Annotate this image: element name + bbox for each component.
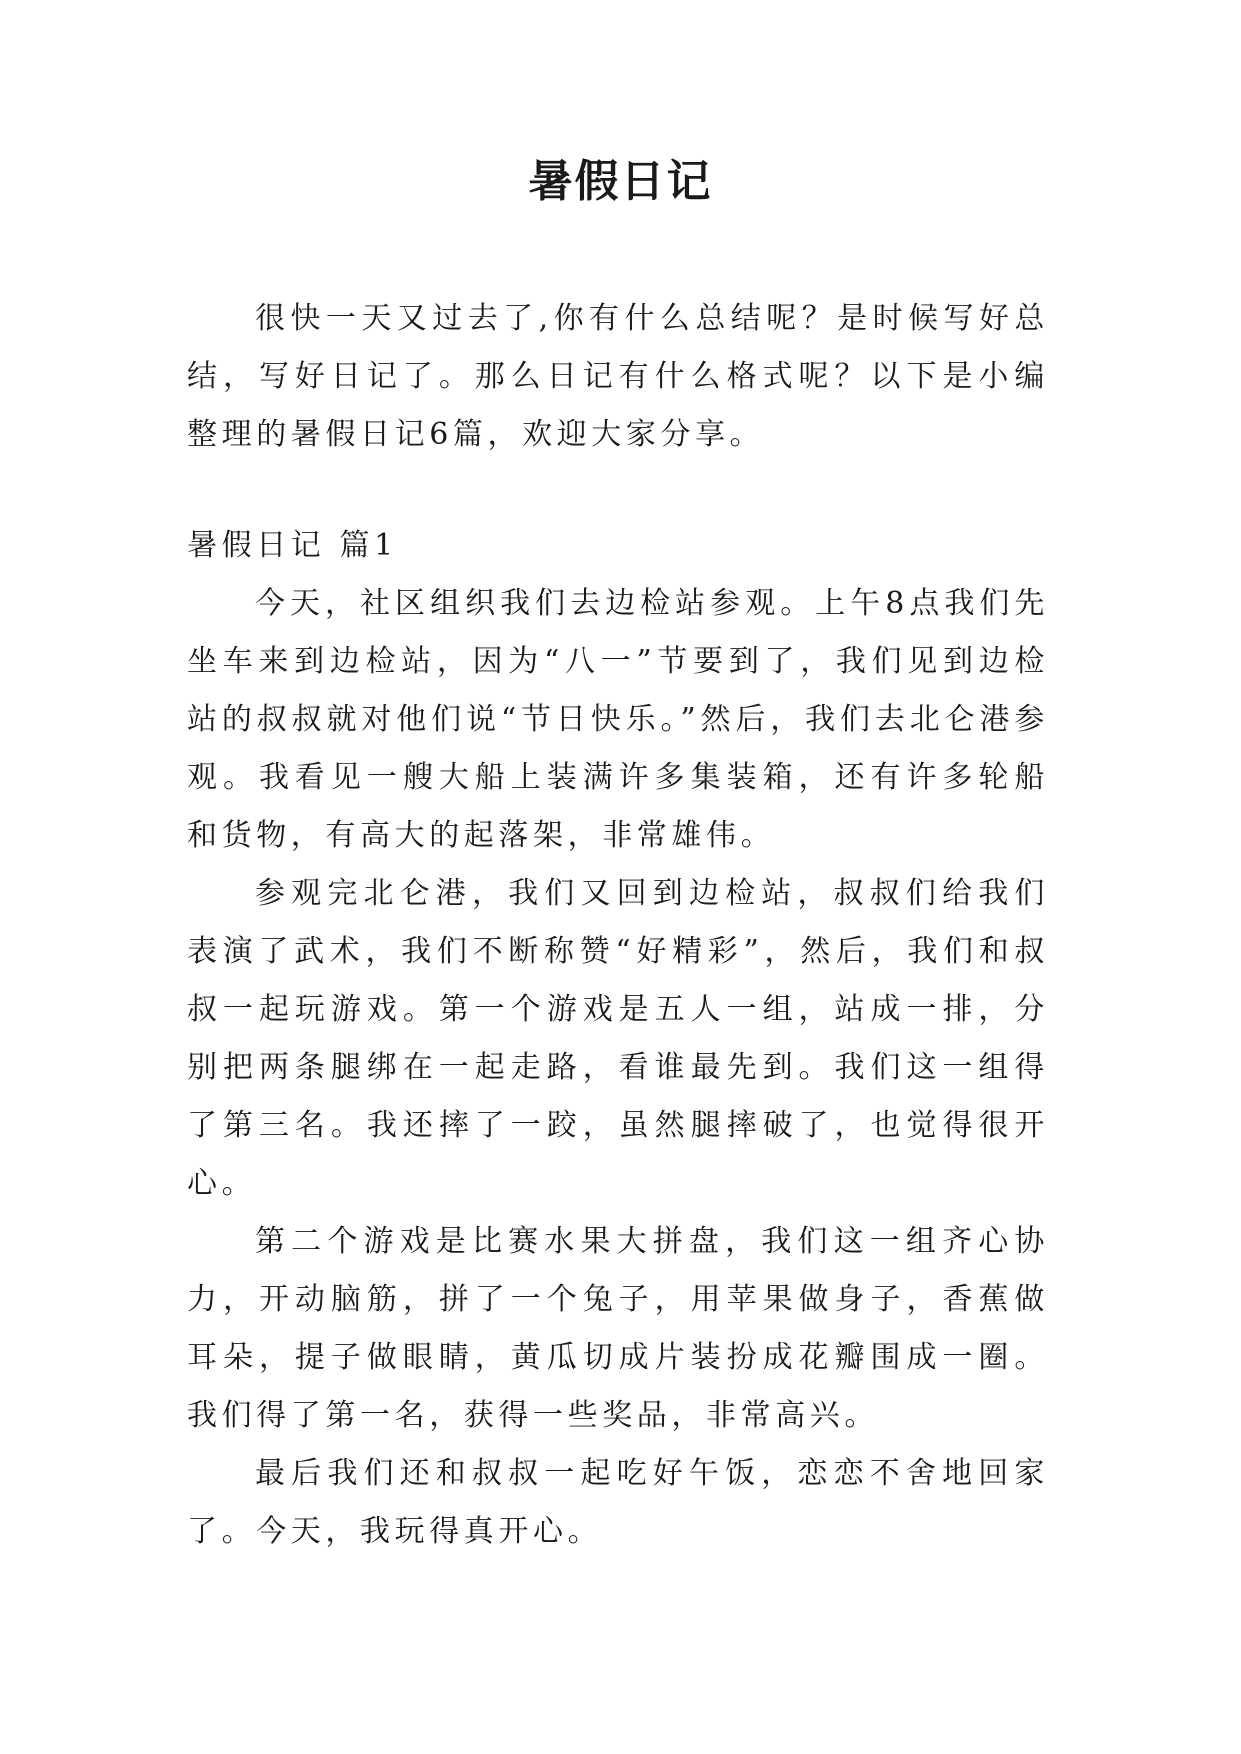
body-paragraph: 参观完北仑港，我们又回到边检站，叔叔们给我们表演了武术，我们不断称赞“好精彩”，然后，我们和叔叔一起玩游戏。第一个游戏是五人一组，站成一排，分别把两条腿绑在一起走路，看谁最先到。我们这一组得了第三名。我还摔了一跤，虽然腿摔破了，也觉得很开心。	[187, 876, 1049, 1201]
body-paragraph: 第二个游戏是比赛水果大拼盘，我们这一组齐心协力，开动脑筋，拼了一个兔子，用苹果做身子，香蕉做耳朵，提子做眼睛，黄瓜切成片装扮成花瓣围成一圈。我们得了第一名，获得一些奖品，非常高兴。	[187, 1224, 1049, 1433]
diary-section	[187, 517, 1049, 1561]
document-title: 暑假日记	[528, 156, 713, 207]
intro-paragraph: 很快一天又过去了,你有什么总结呢？是时候写好总结，写好日记了。那么日记有什么格式呢？以下是小编整理的暑假日记6篇，欢迎大家分享。	[187, 301, 1049, 452]
body-paragraph: 今天，社区组织我们去边检站参观。上午8点我们先坐车来到边检站，因为“八一”节要到了，我们见到边检站的叔叔就对他们说“节日快乐。”然后，我们去北仑港参观。我看见一艘大船上装满许多集装箱，还有许多轮船和货物，有高大的起落架，非常雄伟。	[187, 586, 1049, 853]
section-heading: 暑假日记 篇1	[187, 528, 398, 563]
document-body	[187, 290, 1049, 1561]
body-paragraph: 最后我们还和叔叔一起吃好午饭，恋恋不舍地回家了。今天，我玩得真开心。	[187, 1456, 1049, 1549]
